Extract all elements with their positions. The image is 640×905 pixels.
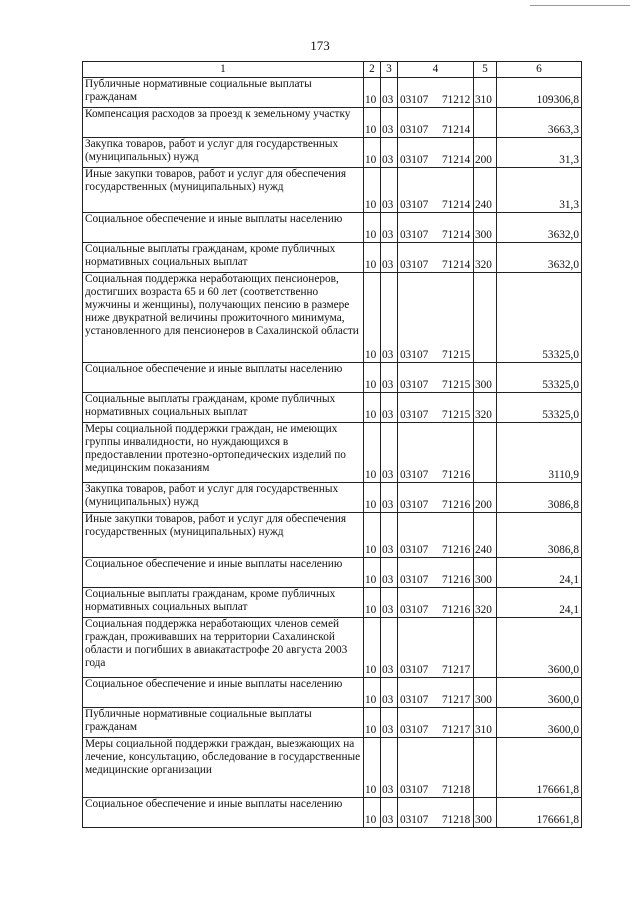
header-col-4: 4 [398,62,474,78]
row-subsection: 03 [381,798,398,828]
target-article-program: 03107 [400,694,429,706]
row-description: Социальные выплаты гражданам, кроме публичных нормативных социальных выплат [83,393,364,423]
row-subsection: 03 [381,618,398,678]
row-section: 10 [364,618,381,678]
table-row [83,108,582,138]
target-article-program: 03107 [400,199,429,211]
row-target-article [398,588,474,618]
target-article-program: 03107 [400,724,429,736]
table-row [83,393,582,423]
target-article-code: 71214 [442,199,471,211]
row-subsection: 03 [381,678,398,708]
row-subsection: 03 [381,558,398,588]
table-row [83,483,582,513]
table-body [83,78,582,828]
row-target-article [398,138,474,168]
target-article-code: 71214 [442,259,471,271]
row-expense-type [474,618,497,678]
row-section: 10 [364,513,381,558]
row-expense-type [474,108,497,138]
row-amount: 176661,8 [497,798,582,828]
row-subsection: 03 [381,363,398,393]
row-expense-type: 200 [474,483,497,513]
target-article-code: 71214 [442,229,471,241]
target-article-code: 71215 [442,409,471,421]
row-subsection: 03 [381,78,398,108]
target-article-code: 71216 [442,469,471,481]
row-section: 10 [364,138,381,168]
row-subsection: 03 [381,423,398,483]
target-article-code: 71218 [442,784,471,796]
row-description: Социальные выплаты гражданам, кроме публичных нормативных социальных выплат [83,588,364,618]
header-col-6: 6 [497,62,582,78]
row-expense-type: 300 [474,363,497,393]
header-row [83,62,582,78]
target-article-code: 71215 [442,379,471,391]
target-article-program: 03107 [400,379,429,391]
target-article-program: 03107 [400,604,429,616]
row-amount: 3600,0 [497,708,582,738]
target-article-code: 71216 [442,574,471,586]
target-article-program: 03107 [400,124,429,136]
row-target-article [398,798,474,828]
row-subsection: 03 [381,138,398,168]
row-section: 10 [364,108,381,138]
table-row [83,243,582,273]
table-row [83,273,582,363]
target-article-code: 71214 [442,154,471,166]
row-amount: 3086,8 [497,513,582,558]
target-article-program: 03107 [400,229,429,241]
row-description: Закупка товаров, работ и услуг для государственных (муниципальных) нужд [83,483,364,513]
row-expense-type: 310 [474,78,497,108]
row-subsection: 03 [381,738,398,798]
row-amount: 3663,3 [497,108,582,138]
row-subsection: 03 [381,588,398,618]
row-section: 10 [364,393,381,423]
row-subsection: 03 [381,513,398,558]
row-subsection: 03 [381,393,398,423]
row-target-article [398,108,474,138]
row-target-article [398,423,474,483]
target-article-program: 03107 [400,259,429,271]
header-col-2: 2 [364,62,381,78]
row-section: 10 [364,423,381,483]
table-row [83,738,582,798]
row-expense-type: 320 [474,393,497,423]
target-article-program: 03107 [400,499,429,511]
row-amount: 53325,0 [497,363,582,393]
target-article-code: 71217 [442,664,471,676]
target-article-program: 03107 [400,94,429,106]
table-row [83,558,582,588]
table-row [83,618,582,678]
table-row [83,423,582,483]
row-amount: 176661,8 [497,738,582,798]
row-amount: 24,1 [497,588,582,618]
row-subsection: 03 [381,273,398,363]
row-section: 10 [364,588,381,618]
table-row [83,213,582,243]
row-target-article [398,618,474,678]
row-section: 10 [364,363,381,393]
table-row [83,138,582,168]
row-section: 10 [364,168,381,213]
table-row [83,708,582,738]
row-target-article [398,78,474,108]
row-expense-type [474,738,497,798]
row-description: Иные закупки товаров, работ и услуг для обеспечения государственных (муниципальных) нужд [83,513,364,558]
row-description: Социальное обеспечение и иные выплаты населению [83,798,364,828]
header-col-5: 5 [474,62,497,78]
row-expense-type [474,273,497,363]
row-expense-type: 320 [474,243,497,273]
row-target-article [398,213,474,243]
target-article-code: 71217 [442,694,471,706]
row-subsection: 03 [381,483,398,513]
row-target-article [398,243,474,273]
row-description: Публичные нормативные социальные выплаты гражданам [83,708,364,738]
row-amount: 3110,9 [497,423,582,483]
row-expense-type: 240 [474,168,497,213]
header-col-3: 3 [381,62,398,78]
target-article-code: 71215 [442,349,471,361]
row-amount: 3600,0 [497,678,582,708]
row-amount: 109306,8 [497,78,582,108]
row-amount: 3086,8 [497,483,582,513]
row-amount: 3600,0 [497,618,582,678]
row-section: 10 [364,798,381,828]
row-amount: 3632,0 [497,243,582,273]
row-amount: 31,3 [497,138,582,168]
row-section: 10 [364,213,381,243]
row-expense-type: 310 [474,708,497,738]
row-description: Социальное обеспечение и иные выплаты населению [83,558,364,588]
row-description: Социальное обеспечение и иные выплаты населению [83,678,364,708]
row-target-article [398,708,474,738]
row-target-article [398,678,474,708]
row-section: 10 [364,243,381,273]
row-expense-type: 300 [474,678,497,708]
row-description: Социальное обеспечение и иные выплаты населению [83,363,364,393]
row-description: Социальное обеспечение и иные выплаты населению [83,213,364,243]
row-amount: 53325,0 [497,393,582,423]
row-section: 10 [364,558,381,588]
target-article-code: 71216 [442,544,471,556]
table-row [83,363,582,393]
row-target-article [398,168,474,213]
row-target-article [398,483,474,513]
target-article-program: 03107 [400,349,429,361]
row-description: Компенсация расходов за проезд к земельному участку [83,108,364,138]
target-article-program: 03107 [400,814,429,826]
row-expense-type: 320 [474,588,497,618]
target-article-program: 03107 [400,409,429,421]
row-subsection: 03 [381,243,398,273]
row-section: 10 [364,678,381,708]
target-article-program: 03107 [400,154,429,166]
row-amount: 31,3 [497,168,582,213]
row-section: 10 [364,708,381,738]
table-row [83,168,582,213]
table-row [83,678,582,708]
target-article-code: 71214 [442,124,471,136]
budget-table [82,61,582,828]
target-article-program: 03107 [400,664,429,676]
row-target-article [398,393,474,423]
target-article-code: 71216 [442,499,471,511]
row-subsection: 03 [381,708,398,738]
row-target-article [398,738,474,798]
target-article-program: 03107 [400,784,429,796]
row-section: 10 [364,483,381,513]
row-amount: 53325,0 [497,273,582,363]
row-target-article [398,273,474,363]
row-description: Публичные нормативные социальные выплаты гражданам [83,78,364,108]
row-expense-type: 200 [474,138,497,168]
row-section: 10 [364,78,381,108]
target-article-code: 71218 [442,814,471,826]
row-expense-type: 300 [474,213,497,243]
target-article-code: 71217 [442,724,471,736]
row-subsection: 03 [381,108,398,138]
row-amount: 24,1 [497,558,582,588]
table-row [83,798,582,828]
target-article-code: 71212 [442,94,471,106]
row-description: Социальная поддержка неработающих членов семей граждан, проживавших на территории Сахалинской области и погибших в авиакатастрофе 20 августа 2003 года [83,618,364,678]
target-article-program: 03107 [400,544,429,556]
row-expense-type: 300 [474,558,497,588]
row-description: Меры социальной поддержки граждан, выезжающих на лечение, консультацию, обследование в государственные медицинские организации [83,738,364,798]
row-section: 10 [364,738,381,798]
row-expense-type: 300 [474,798,497,828]
row-description: Иные закупки товаров, работ и услуг для обеспечения государственных (муниципальных) нужд [83,168,364,213]
target-article-program: 03107 [400,574,429,586]
table-row [83,78,582,108]
row-description: Меры социальной поддержки граждан, не имеющих группы инвалидности, но нуждающихся в предоставлении протезно-ортопедических изделий по медицинским показаниям [83,423,364,483]
header-col-1: 1 [83,62,364,78]
row-target-article [398,363,474,393]
target-article-code: 71216 [442,604,471,616]
table-row [83,513,582,558]
row-target-article [398,558,474,588]
scan-edge-line [530,5,630,6]
row-section: 10 [364,273,381,363]
table-row [83,588,582,618]
row-expense-type: 240 [474,513,497,558]
row-subsection: 03 [381,213,398,243]
row-target-article [398,513,474,558]
row-description: Социальные выплаты гражданам, кроме публичных нормативных социальных выплат [83,243,364,273]
row-description: Социальная поддержка неработающих пенсионеров, достигших возраста 65 и 60 лет (соответственно мужчины и женщины), получающих пенсию в размере ниже двукратной величины прожиточного минимума, установленного для пенсионеров в Сахалинской области [83,273,364,363]
row-expense-type [474,423,497,483]
row-description: Закупка товаров, работ и услуг для государственных (муниципальных) нужд [83,138,364,168]
row-subsection: 03 [381,168,398,213]
target-article-program: 03107 [400,469,429,481]
page-number: 173 [310,38,330,53]
row-amount: 3632,0 [497,213,582,243]
